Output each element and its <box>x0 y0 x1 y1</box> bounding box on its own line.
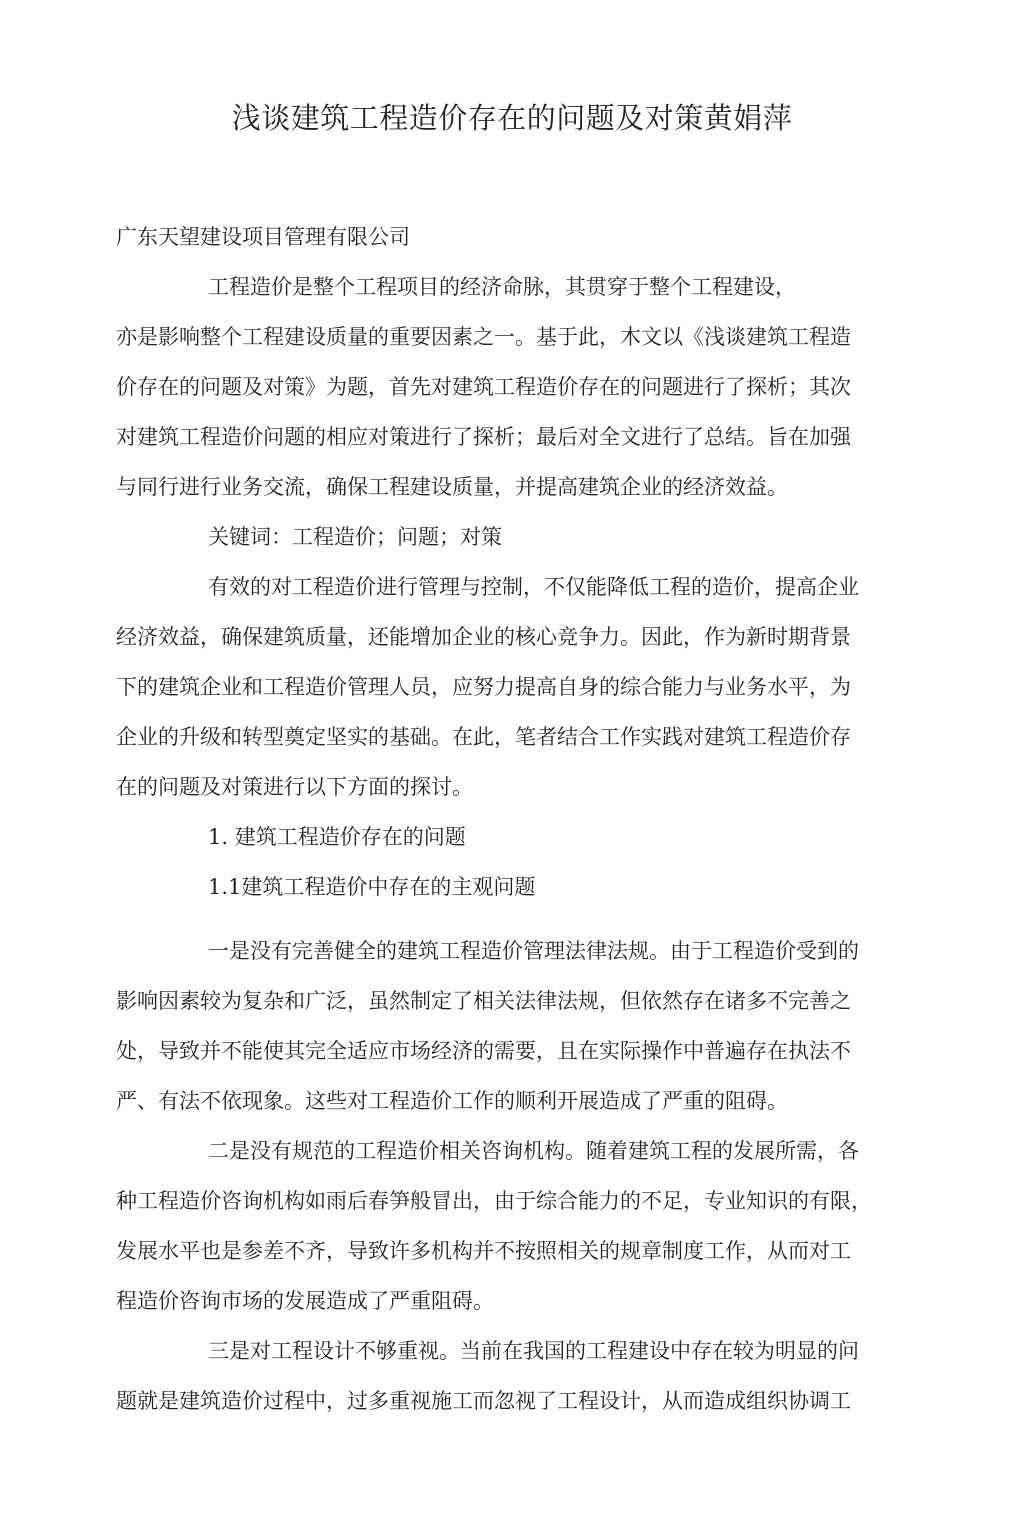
paragraph-line: 二是没有规范的工程造价相关咨询机构。随着建筑工程的发展所需，各 <box>208 1139 859 1163</box>
abstract-line: 工程造价是整个工程项目的经济命脉，其贯穿于整个工程建设， <box>208 275 796 299</box>
paragraph-line: 种工程造价咨询机构如雨后春笋般冒出，由于综合能力的不足，专业知识的有限， <box>116 1189 872 1213</box>
intro-line: 有效的对工程造价进行管理与控制，不仅能降低工程的造价，提高企业 <box>208 575 859 599</box>
abstract <box>116 262 916 512</box>
document-body <box>116 212 916 1426</box>
paragraph-2 <box>116 1126 916 1326</box>
keywords: 关键词：工程造价；问题；对策 <box>208 525 502 549</box>
paragraph-line: 严、有法不依现象。这些对工程造价工作的顺利开展造成了严重的阻碍。 <box>116 1089 788 1113</box>
intro-line: 下的建筑企业和工程造价管理人员，应努力提高自身的综合能力与业务水平，为 <box>116 675 851 699</box>
paragraph-line: 一是没有完善健全的建筑工程造价管理法律法规。由于工程造价受到的 <box>208 939 859 963</box>
paragraph-line: 题就是建筑造价过程中，过多重视施工而忽视了工程设计，从而造成组织协调工 <box>116 1389 851 1413</box>
paragraph-line: 三是对工程设计不够重视。当前在我国的工程建设中存在较为明显的问 <box>208 1339 859 1363</box>
introduction <box>116 562 916 812</box>
section-heading-1: 1. 建筑工程造价存在的问题 <box>208 825 466 849</box>
paragraph-line: 发展水平也是参差不齐，导致许多机构并不按照相关的规章制度工作，从而对工 <box>116 1239 851 1263</box>
intro-line: 在的问题及对策进行以下方面的探讨。 <box>116 775 473 799</box>
abstract-line: 价存在的问题及对策》为题，首先对建筑工程造价存在的问题进行了探析；其次 <box>116 375 851 399</box>
abstract-line: 对建筑工程造价问题的相应对策进行了探析；最后对全文进行了总结。旨在加强 <box>116 425 851 449</box>
paragraph-line: 程造价咨询市场的发展造成了严重阻碍。 <box>116 1289 494 1313</box>
paragraph-1 <box>116 926 916 1126</box>
intro-line: 企业的升级和转型奠定坚实的基础。在此，笔者结合工作实践对建筑工程造价存 <box>116 725 851 749</box>
abstract-line: 与同行进行业务交流，确保工程建设质量，并提高建筑企业的经济效益。 <box>116 475 788 499</box>
paragraph-line: 处，导致并不能使其完全适应市场经济的需要，且在实际操作中普遍存在执法不 <box>116 1039 851 1063</box>
affiliation: 广东天望建设项目管理有限公司 <box>116 225 410 249</box>
intro-line: 经济效益，确保建筑质量，还能增加企业的核心竞争力。因此，作为新时期背景 <box>116 625 851 649</box>
abstract-line: 亦是影响整个工程建设质量的重要因素之一。基于此，木文以《浅谈建筑工程造 <box>116 325 851 349</box>
paragraph-line: 影响因素较为复杂和广泛，虽然制定了相关法律法规，但依然存在诸多不完善之 <box>116 989 851 1013</box>
paragraph-3 <box>116 1326 916 1426</box>
document-title: 浅谈建筑工程造价存在的问题及对策黄娟萍 <box>231 101 793 135</box>
section-heading-1-1: 1.1建筑工程造价中存在的主观问题 <box>208 875 536 899</box>
